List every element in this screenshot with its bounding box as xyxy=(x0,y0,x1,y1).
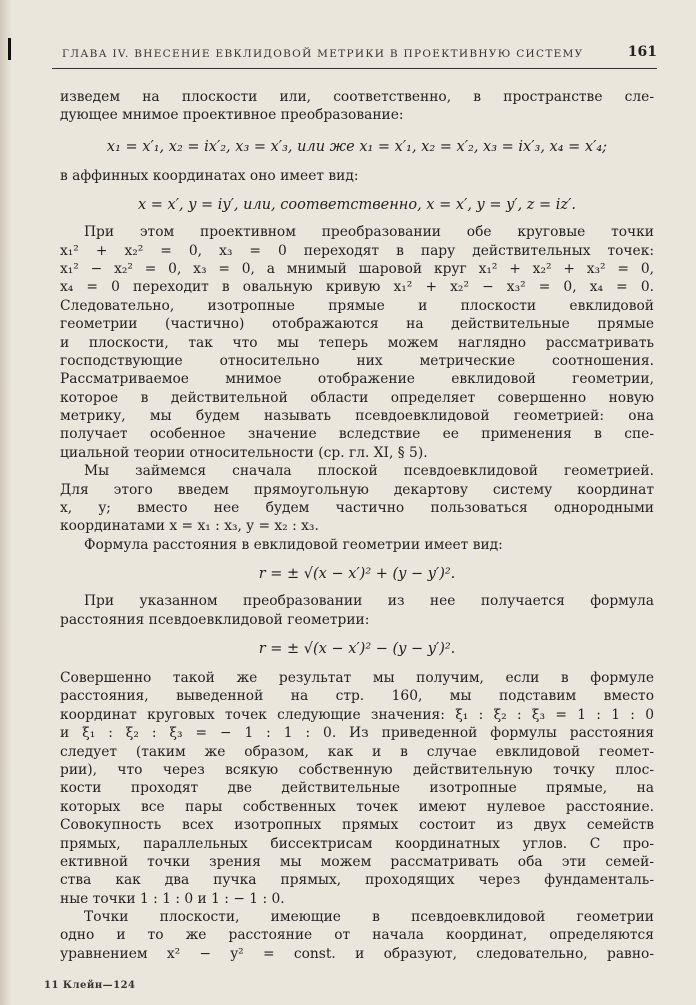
text-line: в аффинных координатах оно имеет вид: xyxy=(60,167,359,184)
paragraph-7 xyxy=(60,669,654,908)
text-line: прямых, параллельных биссектрисам координатных углов. С про- xyxy=(60,835,654,852)
text-line: изведем на плоскости или, соответственно, в пространстве сле- xyxy=(60,89,654,105)
paragraph-6 xyxy=(60,592,654,629)
paragraph-2 xyxy=(60,167,654,185)
text-line: Для этого введем прямоугольную декартову систему координат xyxy=(60,481,654,498)
text-line: При указанном преобразовании из нее получается формула xyxy=(84,593,654,610)
text-line: которых все пары собственных точек имеют нулевое расстояние. xyxy=(60,798,654,815)
text-line: циальной теории относительности (ср. гл. XI, § 5). xyxy=(60,444,428,461)
text-line: x₁² − x₂² = 0, x₃ = 0, а мнимый шаровой круг x₁² + x₂² + x₃² = 0, xyxy=(60,260,654,277)
text-line: расстояния, выведенной на стр. 160, мы подставим вместо xyxy=(60,688,654,705)
chapter-title: ГЛАВА IV. ВНЕСЕНИЕ ЕВКЛИДОВОЙ МЕТРИКИ В ПРОЕКТИВНУЮ СИСТЕМУ xyxy=(62,48,584,60)
text-line: Рассматриваемое мнимое отображение евклидовой геометрии, xyxy=(60,371,654,388)
paragraph-3 xyxy=(60,223,654,462)
header-rule xyxy=(52,68,657,69)
text-line: Совершенно такой же результат мы получим, если в формуле xyxy=(60,669,654,686)
paragraph-5 xyxy=(60,536,654,554)
text-line: и плоскости, так что мы теперь можем наглядно рассматривать xyxy=(60,334,654,351)
text-line: ные точки 1 : 1 : 0 и 1 : − 1 : 0. xyxy=(60,890,285,907)
text-line: Мы займемся сначала плоской псевдоевклидовой геометрией. xyxy=(84,463,654,480)
formula-3: r = ± √(x − x′)² + (y − y′)². xyxy=(258,566,456,583)
text-line: и ξ₁ : ξ₂ : ξ₃ = − 1 : 1 : 0. Из приведенной формулы расстояния xyxy=(60,725,654,742)
paragraph-4 xyxy=(60,462,654,536)
running-header xyxy=(52,44,657,66)
text-line: кости проходят две действительные изотропные прямые, на xyxy=(60,780,654,797)
text-line: координатами x = x₁ : x₃, y = x₂ : x₃. xyxy=(60,518,319,535)
text-line: расстояния псевдоевклидовой геометрии: xyxy=(60,611,370,628)
text-line: дующее мнимое проективное преобразование: xyxy=(60,107,404,124)
text-line: При этом проективном преобразовании обе круговые точки xyxy=(84,224,654,241)
text-line: Совокупность всех изотропных прямых состоит из двух семейств xyxy=(60,817,654,834)
text-line: которое в действительной области определяет совершенно новую xyxy=(60,389,654,406)
text-line: Точки плоскости, имеющие в псевдоевклидовой геометрии xyxy=(84,909,654,926)
page-body xyxy=(60,88,654,963)
margin-mark xyxy=(8,38,11,60)
text-line: метрику, мы будем называть псевдоевклидовой геометрией: она xyxy=(60,408,654,425)
text-line: x₁² + x₂² = 0, x₃ = 0 переходят в пару действительных точек: xyxy=(60,242,654,259)
formula-2: x = x′, y = iy′, или, соответственно, x = x′, y = y′, z = iz′. xyxy=(138,197,576,214)
page-number: 161 xyxy=(627,44,657,60)
text-line: одно и то же расстояние от начала координат, определяются xyxy=(60,927,654,944)
text-line: ективной точки зрения мы можем рассматривать оба эти семей- xyxy=(60,853,654,870)
text-line: ства как два пучка прямых, проходящих через фундаменталь- xyxy=(60,872,654,889)
printer-signature: 11 Клейн—124 xyxy=(44,980,136,991)
text-line: x₄ = 0 переходит в овальную кривую x₁² + x₂² − x₃² = 0, x₄ = 0. xyxy=(60,279,654,296)
text-line: x, y; вместо нее будем частично пользоваться однородными xyxy=(60,500,654,517)
page-spine-shadow xyxy=(0,0,12,1005)
text-line: Следовательно, изотропные прямые и плоскости евклидовой xyxy=(60,297,654,314)
formula-4: r = ± √(x − x′)² − (y − y′)². xyxy=(258,640,456,657)
text-line: получает особенное значение вследствие ее применения в спе- xyxy=(60,426,654,443)
text-line: господствующие относительно них метрические соотношения. xyxy=(60,352,654,369)
text-line: геометрии (частично) отображаются на действительные прямые xyxy=(60,316,654,333)
paragraph-1 xyxy=(60,88,654,125)
text-line: уравнением x² − y² = const. и образуют, следовательно, равно- xyxy=(60,945,654,962)
text-line: следует (таким же образом, как и в случае евклидовой геомет- xyxy=(60,743,654,760)
formula-1: x₁ = x′₁, x₂ = ix′₂, x₃ = x′₃, или же x₁ = x′₁, x₂ = x′₂, x₃ = ix′₃, x₄ = x′₄; xyxy=(106,138,608,155)
text-line: рии), что через всякую собственную действительную точку плос- xyxy=(60,761,654,778)
paragraph-8 xyxy=(60,908,654,963)
text-line: координат круговых точек следующие значения: ξ₁ : ξ₂ : ξ₃ = 1 : 1 : 0 xyxy=(60,706,654,723)
text-line: Формула расстояния в евклидовой геометрии имеет вид: xyxy=(84,536,503,553)
